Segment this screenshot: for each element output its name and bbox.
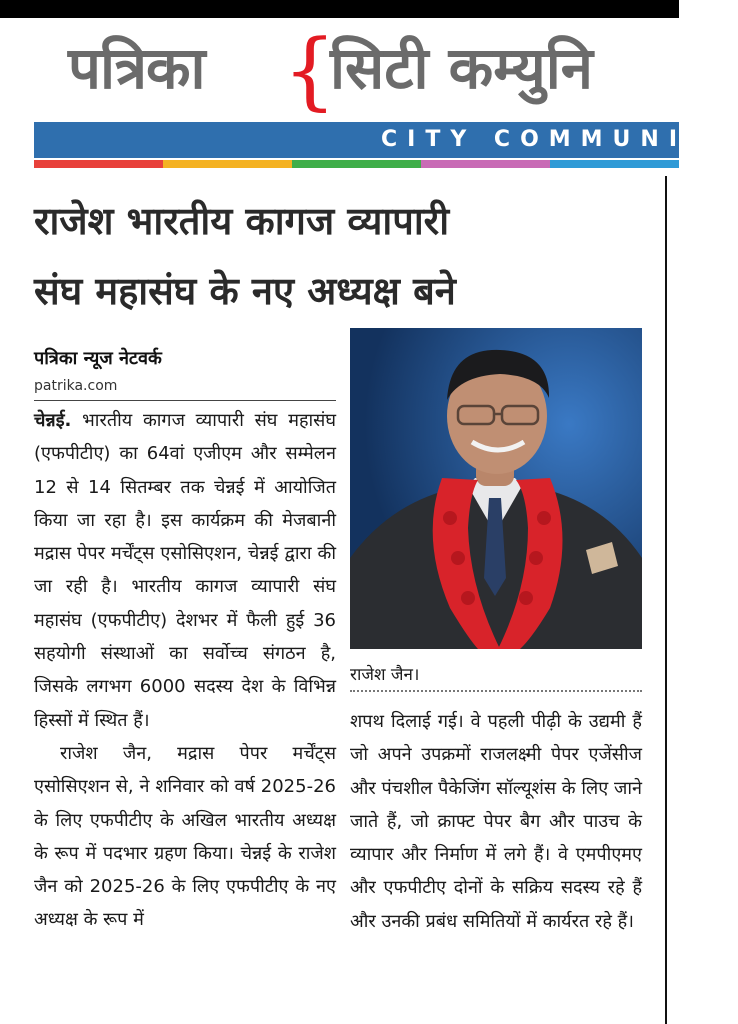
headline-line-2: संघ महासंघ के नए अध्यक्ष बने [34,269,456,313]
color-stripes [34,160,679,168]
top-black-bar [0,0,679,18]
paragraph-1-text: भारतीय कागज व्यापारी संघ महासंघ (एफपीटीए) का 64वां एजीएम और सम्मेलन 12 से 14 सितम्बर तक चेन्नई में आयोजित किया जा रहा है। इस कार्यक्रम की मेजबानी मद्रास पेपर मर्चेंट्स एसोसिएशन, चेन्नई द्वारा की जा रही है। भारतीय कागज व्यापारी संघ महासंघ (एफपीटीए) देशभर में फैली हुई 36 सहयोगी संस्थाओं का सर्वोच्च संगठन है, जिसके लगभग 6000 सदस्य देश के विभिन्न हिस्सों में स्थित हैं। [34,410,336,731]
source-domain: patrika.com [34,378,118,394]
portrait-illustration [350,328,642,649]
byline: पत्रिका न्यूज नेटवर्क [34,348,162,369]
stripe-blue [550,160,679,168]
dateline: चेन्नई. [34,410,72,431]
newspaper-logo: पत्रिका [68,34,205,102]
paragraph-3: शपथ दिलाई गई। वे पहली पीढ़ी के उद्यमी हैं जो अपने उपक्रमों राजलक्ष्मी पेपर एजेंसीज और पंचशील पैकेजिंग सॉल्यूशंस के लिए जाने जाते हैं, जो क्राफ्ट पेपर बैग और पाउच के व्यापार और निर्माण में लगे हैं। वे एमपीएमए और एफपीटीए दोनों के सक्रिय सदस्य रहे हैं और उनकी प्रबंध समितियों में कार्यरत रहे हैं। [350,711,642,932]
stripe-pink [421,160,550,168]
stripe-red [34,160,163,168]
masthead [68,21,679,120]
stripe-yellow [163,160,292,168]
portrait-photo [350,328,642,649]
section-banner [34,122,738,158]
column-divider [665,176,667,1024]
stripe-green [292,160,421,168]
article-column-left [34,404,336,937]
section-title-english: CITY COMMUNITY [381,127,738,152]
brace-ornament: { [283,21,337,119]
headline-line-1: राजेश भारतीय कागज व्यापारी [34,199,450,243]
article-column-right [350,705,642,938]
caption-divider [350,690,642,692]
photo-caption: राजेश जैन। [350,665,420,685]
paragraph-1 [34,404,336,737]
section-title-hindi: सिटी कम्युनि [330,34,593,102]
headline [34,186,659,326]
byline-rule [34,400,336,401]
paragraph-2: राजेश जैन, मद्रास पेपर मर्चेंट्स एसोसिएशन से, ने शनिवार को वर्ष 2025-26 के लिए एफपीटीए के अखिल भारतीय अध्यक्ष के रूप में पदभार ग्रहण किया। चेन्नई के राजेश जैन को 2025-26 के लिए एफपीटीए के नए अध्यक्ष के रूप में [34,742,336,931]
